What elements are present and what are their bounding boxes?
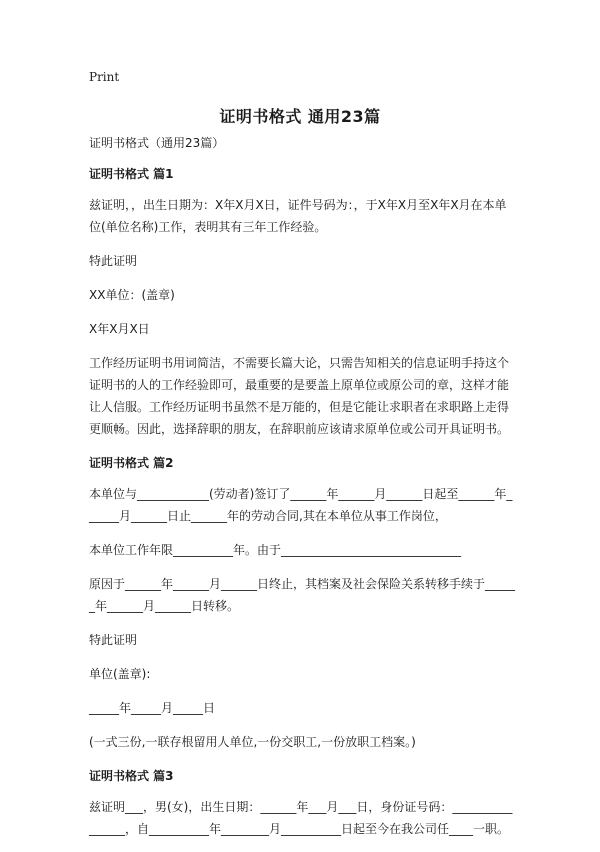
paragraph: 工作经历证明书用词简洁，不需要长篇大论，只需告知相关的信息证明手持这个证明书的人的工作经验即可，最重要的是要盖上原单位或原公司的章，这样才能让人信服。工作经历证明书虽然不是万能的，但是它能让求职者在求职路上走得更顺畅。因此，选择辞职的朋友，在辞职前应该请求原单位或公司开具证明书。 <box>89 356 510 436</box>
document-body <box>89 132 517 852</box>
section-2 <box>89 452 517 753</box>
section-3 <box>89 765 517 840</box>
paragraph: 兹证明___，男(女)，出生日期：______年___月___日，身份证号码：________________，自__________年________月__________日起至今在我公司任____一职。 <box>89 800 513 836</box>
print-link[interactable]: Print <box>89 70 120 84</box>
paragraph: 原因于______年______月______日终止，其档案及社会保险关系转移手续于______年______月______日转移。 <box>89 577 516 613</box>
section-heading: 证明书格式 篇3 <box>89 769 174 783</box>
paragraph: 特此证明 <box>89 254 138 268</box>
section-heading: 证明书格式 篇2 <box>89 456 174 470</box>
paragraph: 特此证明 <box>89 633 138 647</box>
paragraph: XX单位：(盖章) <box>89 288 175 302</box>
paragraph: 单位(盖章): <box>89 667 151 681</box>
document-subtitle: 证明书格式（通用23篇） <box>89 136 225 150</box>
document-title: 证明书格式 通用23篇 <box>219 107 381 126</box>
paragraph: (一式三份,一联存根留用人单位,一份交职工,一份放职工档案。) <box>89 735 416 749</box>
section-1 <box>89 163 517 440</box>
section-heading: 证明书格式 篇1 <box>89 167 174 181</box>
paragraph: 本单位与____________(劳动者)签订了______年______月______日起至______年______月______日止______年的劳动合同,其在本单位从事工作岗位， <box>89 487 513 523</box>
paragraph: X年X月X日 <box>89 322 150 336</box>
paragraph: 兹证明，，出生日期为：X年X月X日，证件号码为：，于X年X月至X年X月在本单位(单位名称)工作，表明其有三年工作经验。 <box>89 198 507 234</box>
paragraph: 本单位工作年限__________年。由于______________________________ <box>89 543 462 557</box>
paragraph: _____年_____月_____日 <box>89 701 216 715</box>
